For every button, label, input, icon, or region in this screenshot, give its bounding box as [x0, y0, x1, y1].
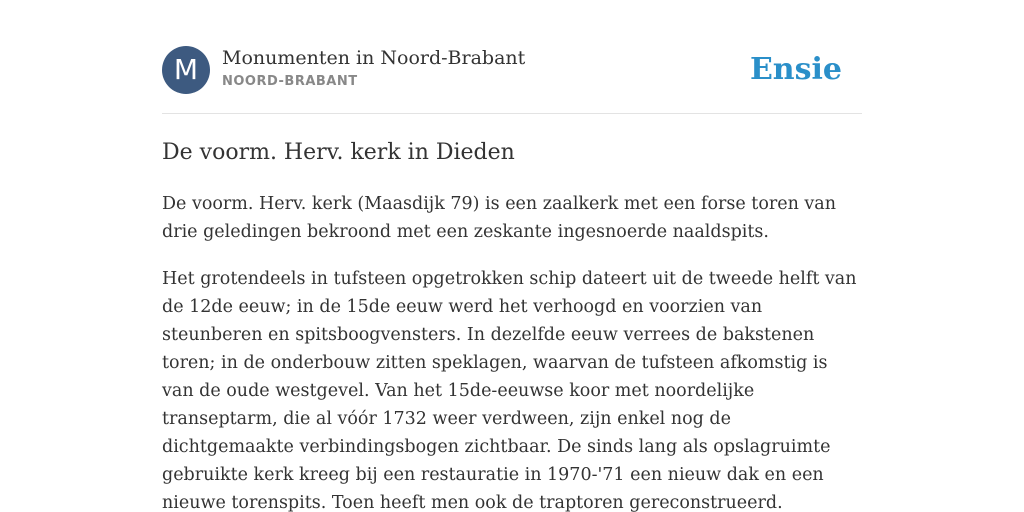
header-divider — [162, 113, 862, 114]
article-paragraph-1: De voorm. Herv. kerk (Maasdijk 79) is een zaalkerk met een forse toren van drie geledingen bekroond met een zeskante ingesnoerde naaldspits. — [162, 194, 836, 242]
source-subtitle: NOORD-BRABANT — [222, 74, 358, 89]
ensie-logo-link[interactable]: Ensie — [749, 52, 842, 87]
source-title-link[interactable]: Monumenten in Noord-Brabant — [222, 47, 526, 69]
header — [162, 46, 862, 96]
article-title: De voorm. Herv. kerk in Dieden — [162, 140, 515, 165]
article-content — [162, 190, 862, 512]
source-avatar[interactable]: M — [162, 46, 210, 94]
article-paragraph-2: Het grotendeels in tufsteen opgetrokken schip dateert uit de tweede helft van de 12de eeuw; in de 15de eeuw werd het verhoogd en voorzien van steunberen en spitsboogvensters. In dezelfde eeuw verrees de bakstenen toren; in de onderbouw zitten speklagen, waarvan de tufsteen afkomstig is van de oude westgevel. Van het 15de-eeuwse koor met noordelijke transeptarm, die al vóór 1732 weer verdween, zijn enkel nog de dichtgemaakte verbindingsbogen zichtbaar. De sinds lang als opslagruimte gebruikte kerk kreeg bij een restauratie in 1970-'71 een nieuw dak en een nieuwe torenspits. Toen heeft men ook de traptoren gereconstrueerd. — [162, 269, 857, 512]
